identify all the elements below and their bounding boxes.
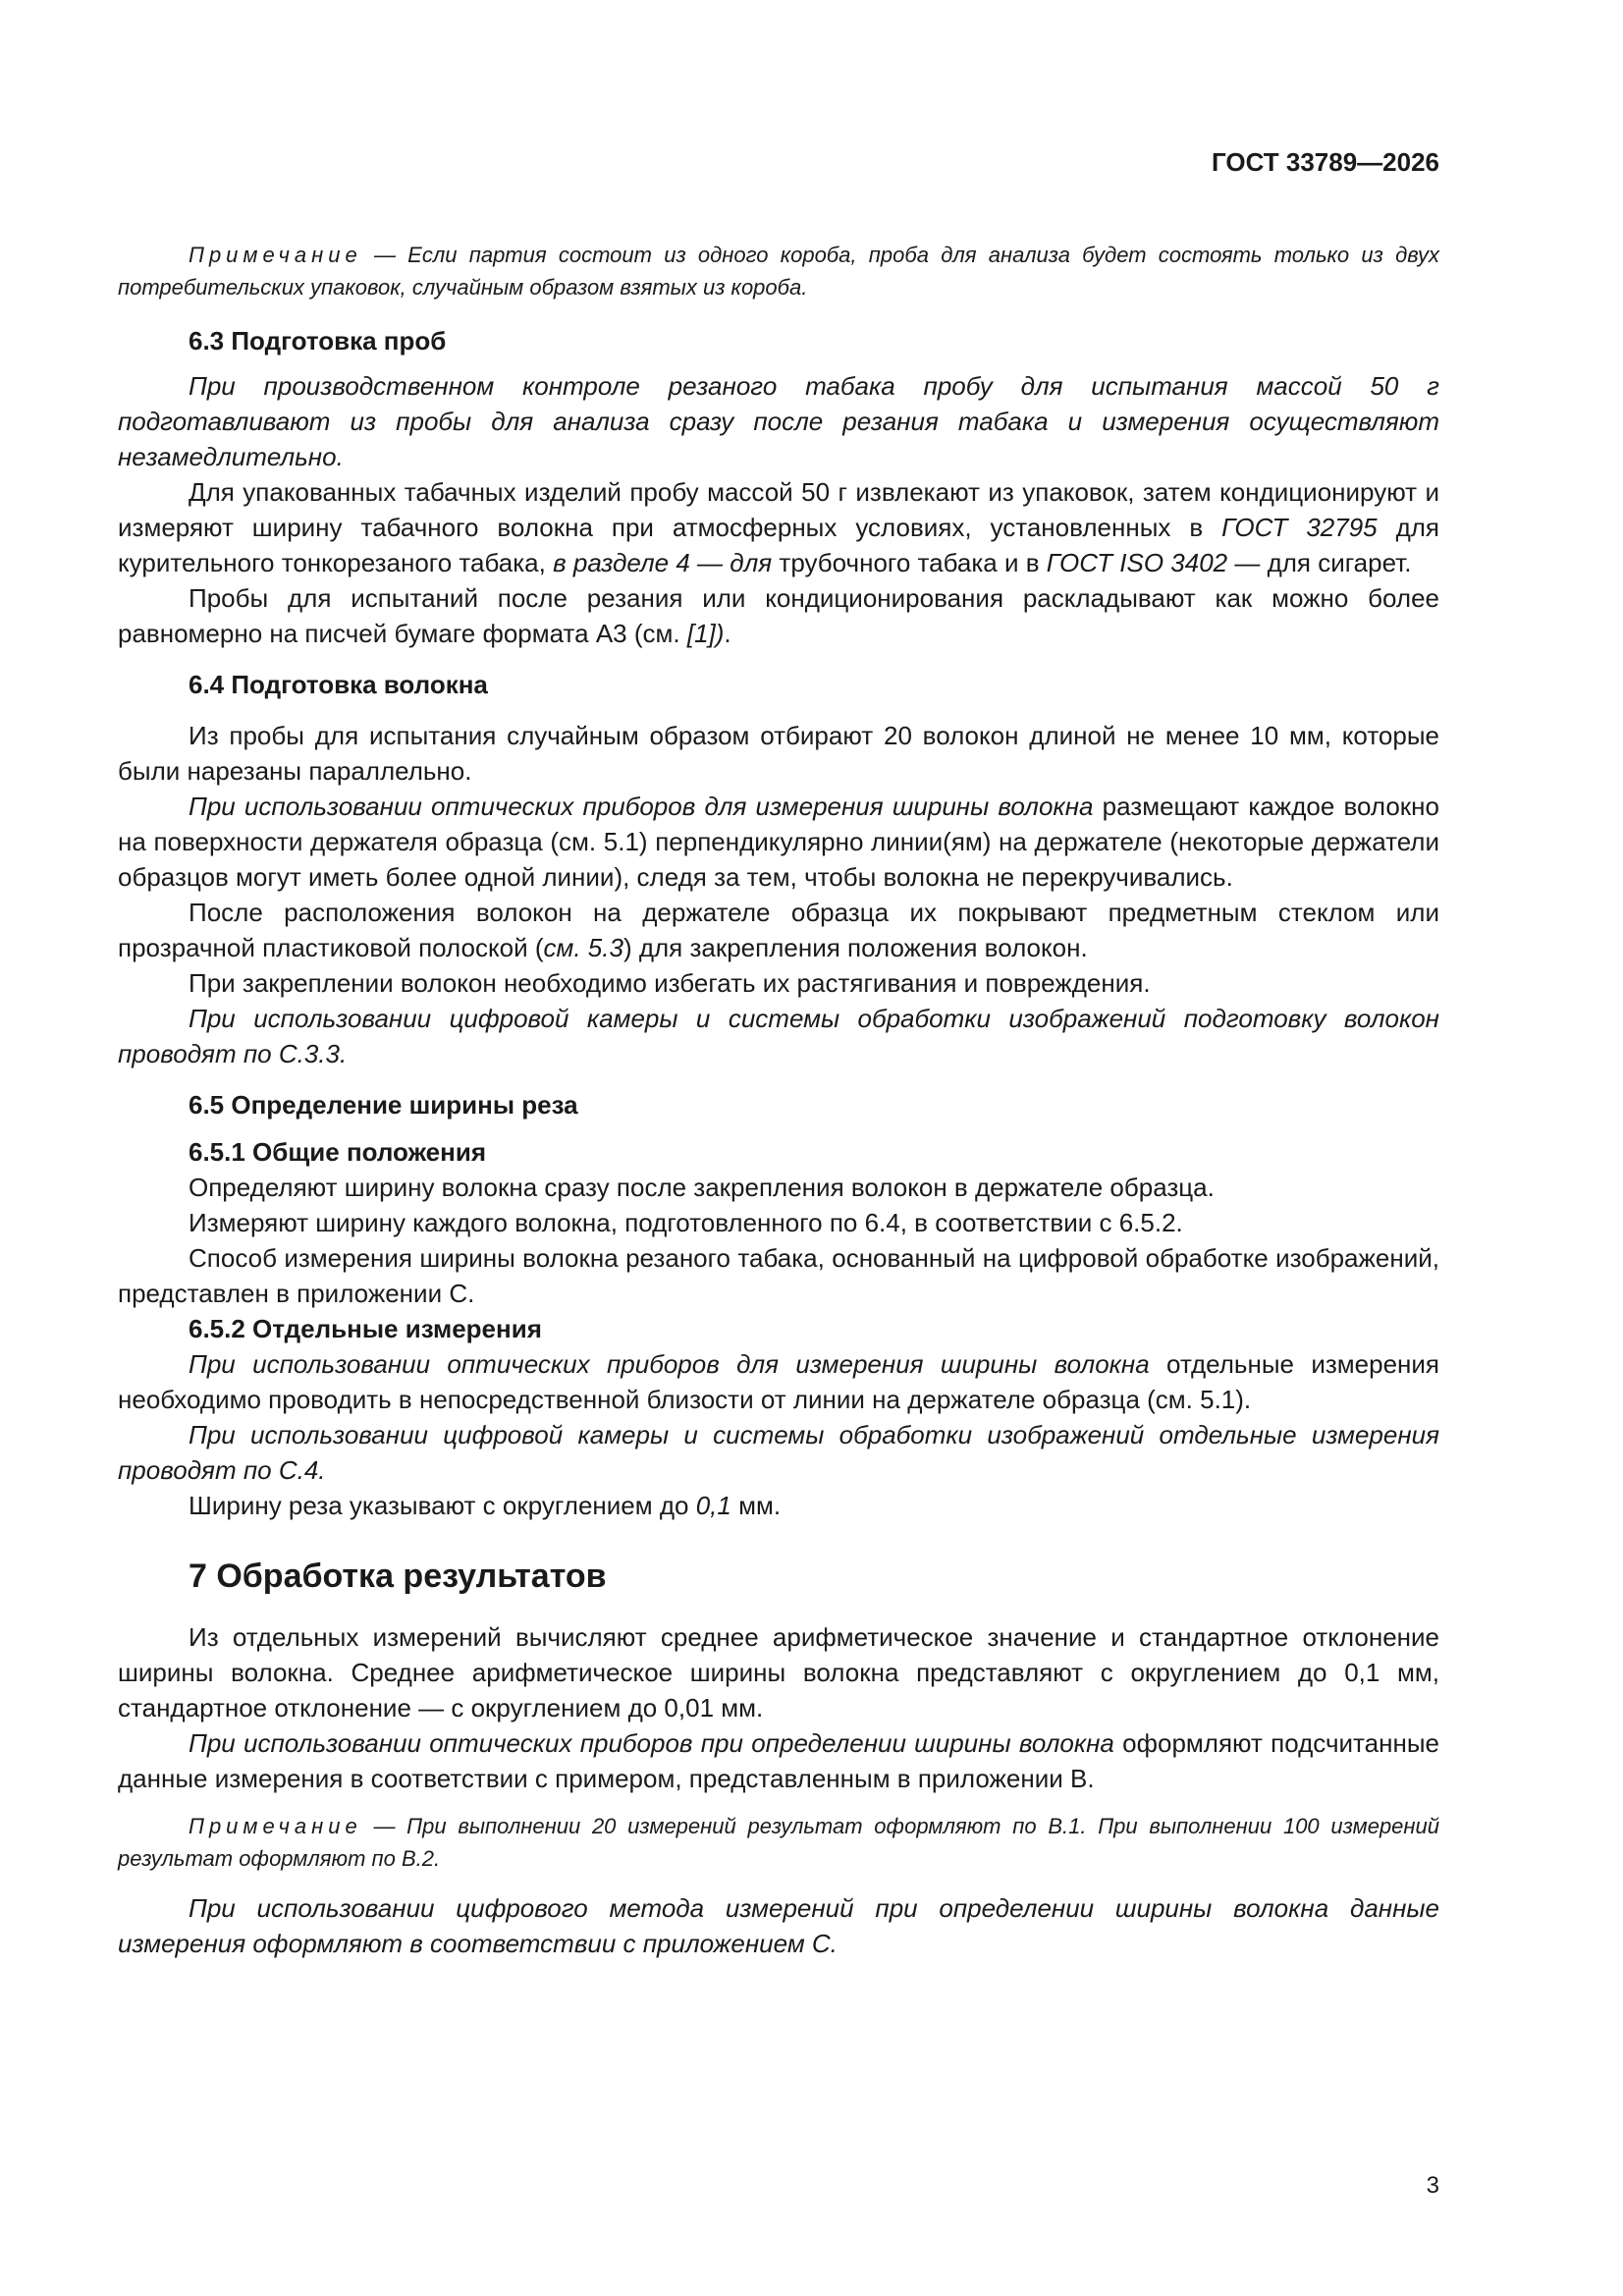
note-7 xyxy=(118,1810,1439,1875)
document-code: ГОСТ 33789—2026 xyxy=(1212,147,1439,177)
page-number: 3 xyxy=(1426,2172,1439,2199)
text-run: 0,1 xyxy=(695,1491,731,1520)
section-heading-6-3: 6.3 Подготовка проб xyxy=(189,326,447,355)
paragraph: При закреплении волокон необходимо избегать их растягивания и повреждения. xyxy=(189,968,1151,998)
text-run: ГОСТ ISO 3402 xyxy=(1046,548,1228,577)
paragraph: Из отдельных измерений вычисляют среднее арифметическое значение и стандартное отклонение ширины волокна. Среднее арифметическое ширины волокна представляют с округлением до 0,1 мм, стандартное отклонение — с округлением до 0,01 мм. xyxy=(118,1622,1439,1722)
text-run: размещают каждое волокно на поверхности держателя образца (см. 5.1) перпендикулярно линии(ям) на держателе (некоторые держатели образцов могут иметь более одной линии), следя за тем, чтобы волокна не перекручивались. xyxy=(118,792,1439,892)
paragraph: При использовании цифрового метода измерений при определении ширины волокна данные измерения оформляют в соответствии с приложением С. xyxy=(118,1893,1439,1958)
paragraph: Способ измерения ширины волокна резаного табака, основанный на цифровой обработке изображений, представлен в приложении С. xyxy=(118,1243,1439,1308)
paragraph xyxy=(118,474,1439,580)
text-run: для курительного тонкорезаного табака, xyxy=(118,513,1439,577)
text-run: ) для закрепления положения волокон. xyxy=(622,933,1088,962)
chapter-heading-7: 7 Обработка результатов xyxy=(189,1558,607,1595)
paragraph: При производственном контроле резаного табака пробу для испытания массой 50 г подготавливают из пробы для анализа сразу после резания табака и измерения осуществляют незамедлительно. xyxy=(118,371,1439,471)
paragraph xyxy=(118,580,1439,651)
text-run: ГОСТ 32795 xyxy=(1221,513,1378,542)
text-run: После расположения волокон на держателе образца их покрывают предметным стеклом или прозрачной пластиковой полоской ( xyxy=(118,898,1439,962)
note-label: Примечание xyxy=(189,243,362,267)
text-run: При использовании оптических приборов для измерения ширины волокна xyxy=(189,792,1094,821)
paragraph: Из пробы для испытания случайным образом отбирают 20 волокон длиной не менее 10 мм, которые были нарезаны параллельно. xyxy=(118,721,1439,786)
paragraph: При использовании цифровой камеры и системы обработки изображений подготовку волокон проводят по С.3.3. xyxy=(118,1004,1439,1068)
paragraph: Измеряют ширину каждого волокна, подготовленного по 6.4, в соответствии с 6.5.2. xyxy=(189,1208,1183,1237)
text-run: . xyxy=(724,619,731,648)
text-run: При использовании оптических приборов для измерения ширины волокна xyxy=(189,1349,1150,1379)
text-run: мм. xyxy=(730,1491,782,1520)
paragraph xyxy=(118,895,1439,965)
text-run: Пробы для испытаний после резания или кондиционирования раскладывают как можно более равномерно на писчей бумаге формата А3 (см. xyxy=(118,583,1439,648)
text-run: [1]) xyxy=(686,619,725,648)
text-run: Ширину реза указывают с округлением до xyxy=(189,1491,696,1520)
section-heading-6-4: 6.4 Подготовка волокна xyxy=(189,670,488,699)
note-6-2 xyxy=(118,239,1439,303)
paragraph xyxy=(118,1346,1439,1417)
text-run: см. 5.3 xyxy=(543,933,623,962)
text-run: Для упакованных табачных изделий пробу массой 50 г извлекают из упаковок, затем кондиционируют и измеряют ширину табачного волокна при атмосферных условиях, установленных в xyxy=(118,477,1439,542)
text-run: — для сигарет. xyxy=(1227,548,1412,577)
paragraph: Определяют ширину волокна сразу после закрепления волокон в держателе образца. xyxy=(189,1173,1215,1202)
text-run: отдельные измерения необходимо проводить в непосредственной близости от линии на держателе образца (см. 5.1). xyxy=(118,1349,1439,1414)
subsection-heading-6-5-2: 6.5.2 Отдельные измерения xyxy=(189,1314,542,1343)
paragraph xyxy=(118,789,1439,895)
paragraph xyxy=(118,1725,1439,1796)
paragraph xyxy=(118,1488,1439,1523)
text-run: При использовании оптических приборов при определении ширины волокна xyxy=(189,1728,1114,1758)
paragraph: При использовании цифровой камеры и системы обработки изображений отдельные измерения проводят по С.4. xyxy=(118,1420,1439,1485)
text-run: в разделе 4 — для xyxy=(553,548,773,577)
subsection-heading-6-5-1: 6.5.1 Общие положения xyxy=(189,1137,486,1167)
note-label: Примечание xyxy=(189,1814,362,1838)
section-heading-6-5: 6.5 Определение ширины реза xyxy=(189,1090,578,1120)
text-run: оформляют подсчитанные данные измерения в соответствии с примером, представленным в приложении В. xyxy=(118,1728,1439,1793)
text-run: трубочного табака и в xyxy=(772,548,1047,577)
note-text: — При выполнении 20 измерений результат оформляют по В.1. При выполнении 100 измерений результат оформляют по В.2. xyxy=(118,1814,1439,1871)
note-text: — Если партия состоит из одного короба, проба для анализа будет состоять только из двух потребительских упаковок, случайным образом взятых из короба. xyxy=(118,243,1439,300)
